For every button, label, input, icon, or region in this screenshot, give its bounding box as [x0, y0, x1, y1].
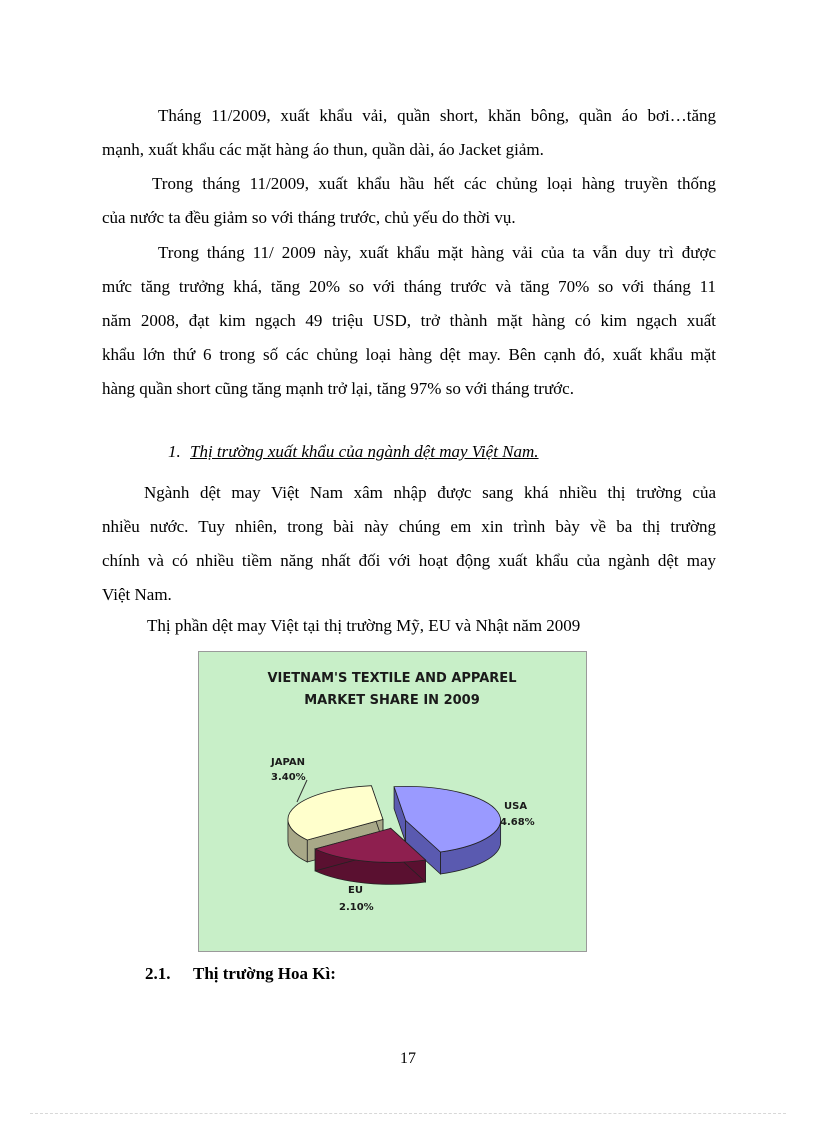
- figure-caption: Thị phần dệt may Việt tại thị trường Mỹ, EU và Nhật năm 2009: [147, 616, 581, 635]
- text-line: khẩu lớn thứ 6 trong số các chủng loại hàng dệt may. Bên cạnh đó, xuất khẩu mặt: [102, 345, 716, 364]
- text-line: Việt Nam.: [102, 585, 172, 604]
- text-line: Trong tháng 11/2009, xuất khẩu hầu hết các chủng loại hàng truyền thống: [152, 174, 716, 193]
- japan-leader-line: [297, 780, 307, 802]
- pie-chart-svg: [199, 652, 586, 951]
- pie-slices: [288, 786, 501, 885]
- text-line: mạnh, xuất khẩu các mặt hàng áo thun, quần dài, áo Jacket giảm.: [102, 140, 544, 159]
- chart-title-line-1: VIETNAM'S TEXTILE AND APPAREL: [267, 671, 517, 686]
- page-number: 17: [400, 1050, 416, 1067]
- chart-title-line-2: MARKET SHARE IN 2009: [304, 693, 480, 708]
- section-heading-export-markets: [168, 442, 539, 462]
- paragraph-november-exports: [102, 99, 716, 167]
- text-line: hàng quần short cũng tăng mạnh trở lại, tăng 97% so với tháng trước.: [102, 379, 574, 398]
- label-eu-value: 2.10%: [339, 902, 374, 913]
- text-line: Tháng 11/2009, xuất khẩu vải, quần short, khăn bông, quần áo bơi…tăng: [158, 106, 716, 125]
- text-line: Ngành dệt may Việt Nam xâm nhập được sang khá nhiều thị trường của: [144, 483, 716, 502]
- section-title: Thị trường xuất khẩu của ngành dệt may Việt Nam.: [190, 442, 539, 461]
- label-eu-name: EU: [348, 885, 363, 896]
- paragraph-fabric-growth: [102, 236, 716, 406]
- page-bottom-rule: [30, 1113, 786, 1114]
- text-line: mức tăng trưởng khá, tăng 20% so với tháng trước và tăng 70% so với tháng 11: [102, 277, 716, 296]
- label-japan-value: 3.40%: [271, 772, 306, 783]
- label-usa-name: USA: [504, 801, 528, 812]
- text-line: chính và có nhiều tiềm năng nhất đối với hoạt động xuất khẩu của ngành dệt may: [102, 551, 716, 570]
- label-japan-name: JAPAN: [271, 757, 305, 768]
- section-number: 1.: [168, 442, 181, 461]
- label-usa-value: 4.68%: [500, 817, 535, 828]
- text-line: Trong tháng 11/ 2009 này, xuất khẩu mặt hàng vải của ta vẫn duy trì được: [158, 243, 716, 262]
- section-number: 2.1.: [145, 964, 171, 983]
- section-title: Thị trường Hoa Kì:: [193, 964, 336, 983]
- market-share-chart: [198, 651, 587, 952]
- section-heading-usa-market: [145, 964, 336, 984]
- text-line: năm 2008, đạt kim ngạch 49 triệu USD, trở thành mặt hàng có kim ngạch xuất: [102, 311, 716, 330]
- paragraph-traditional-goods: [102, 167, 716, 235]
- paragraph-markets-intro: [102, 476, 716, 612]
- text-line: của nước ta đều giảm so với tháng trước, chủ yếu do thời vụ.: [102, 208, 516, 227]
- text-line: nhiều nước. Tuy nhiên, trong bài này chúng em xin trình bày về ba thị trường: [102, 517, 716, 536]
